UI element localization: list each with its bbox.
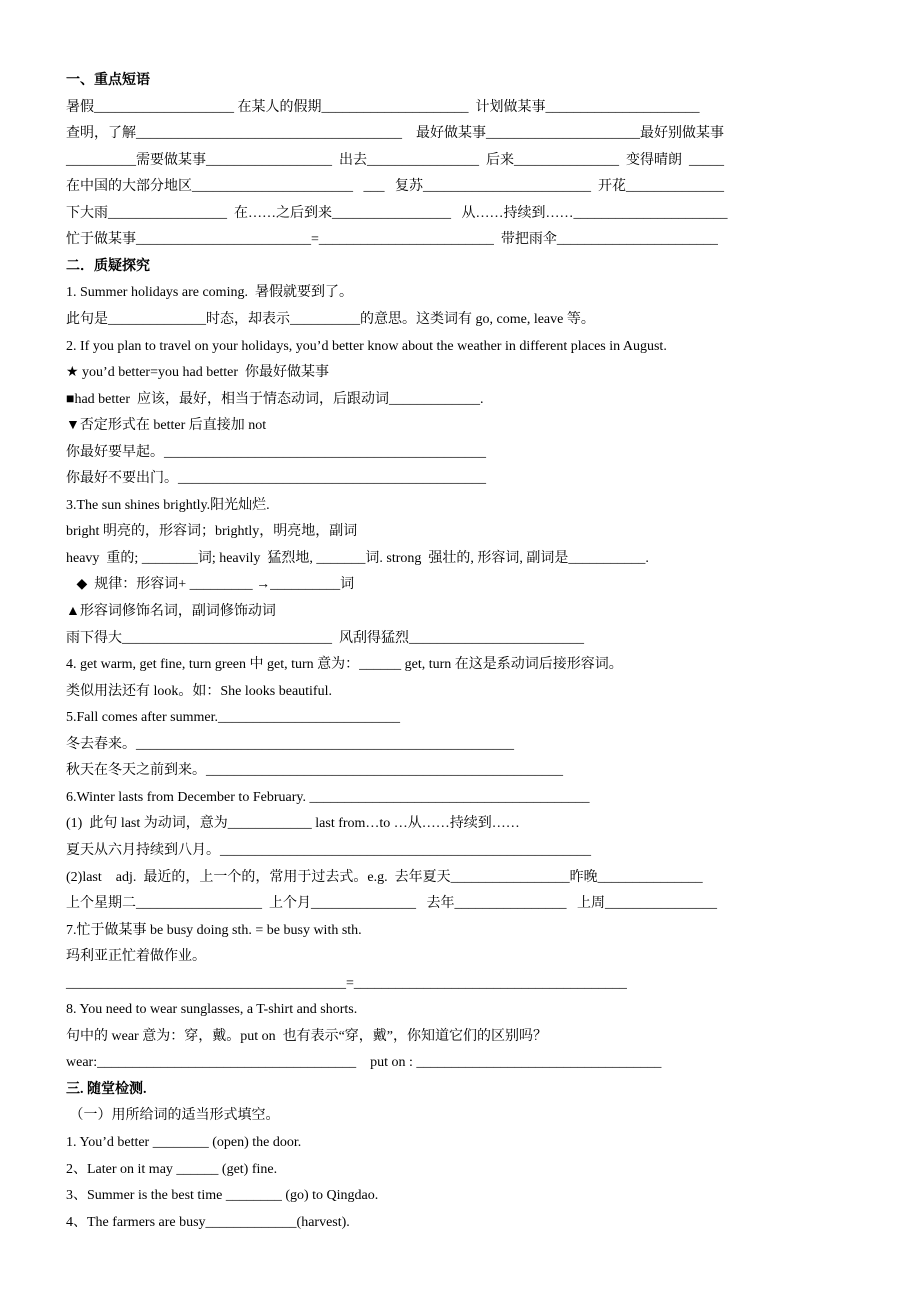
document-line: 1. Summer holidays are coming. 暑假就要到了。 (66, 285, 353, 300)
document-line: 你最好要早起。______________________________________________ (66, 445, 486, 460)
document-line: 5.Fall comes after summer.__________________________ (66, 710, 401, 725)
document-line: 此句是______________时态，却表示__________的意思。这类词有 go, come, leave 等。 (66, 312, 595, 327)
document-line: __________需要做某事__________________ 出去________________ 后来_______________ 变得晴朗 _____ (66, 153, 724, 168)
document-line: 6.Winter lasts from December to February. ________________________________________ (66, 790, 590, 805)
document-line: 7.忙于做某事 be busy doing sth. = be busy with sth. (66, 923, 362, 938)
document-line: 你最好不要出门。____________________________________________ (66, 471, 486, 486)
document-line: 8. You need to wear sunglasses, a T-shirt and shorts. (66, 1002, 358, 1017)
document-line: 查明，了解______________________________________ 最好做某事______________________最好别做某事 (66, 126, 724, 141)
document-line: (2)last adj. 最近的，上一个的，常用于过去式。e.g. 去年夏天_________________昨晚_______________ (66, 870, 703, 885)
document-line: ■had better 应该，最好，相当于情态动词，后跟动词_____________. (66, 392, 484, 407)
section-heading: 一、重点短语 (66, 73, 150, 88)
document-line: 雨下得大______________________________ 风刮得猛烈_________________________ (66, 631, 584, 646)
document-line: ▲形容词修饰名词，副词修饰动词 (66, 604, 276, 619)
document-line: bright 明亮的，形容词；brightly，明亮地，副词 (66, 524, 358, 539)
document-line: 2. If you plan to travel on your holidays, you’d better know about the weather in different places in August. (66, 339, 667, 354)
document-line: 玛利亚正忙着做作业。 (66, 949, 206, 964)
document-line: ________________________________________=_______________________________________ (66, 976, 627, 991)
document-line: 秋天在冬天之前到来。___________________________________________________ (66, 763, 563, 778)
document-line: 句中的 wear 意为：穿，戴。put on 也有表示“穿，戴”，你知道它们的区别吗？ (66, 1029, 548, 1044)
document-line: (1) 此句 last 为动词，意为____________ last from…to …从……持续到…… (66, 816, 520, 831)
document-line: ◆ 规律：形容词+ _________ →__________词 (66, 577, 355, 592)
document-line: ★ you’d better=you had better 你最好做某事 (66, 365, 330, 380)
document-line: 2、Later on it may ______ (get) fine. (66, 1162, 278, 1177)
document-line: 下大雨_________________ 在……之后到来_________________ 从……持续到……______________________ (66, 206, 728, 221)
document-line: 4. get warm, get fine, turn green 中 get, turn 意为：______ get, turn 在这是系动词后接形容词。 (66, 657, 623, 672)
document-line: 3.The sun shines brightly.阳光灿烂. (66, 498, 270, 513)
document-line: 4、The farmers are busy_____________(harvest). (66, 1215, 350, 1230)
document-line: 3、Summer is the best time ________ (go) to Qingdao. (66, 1188, 379, 1203)
document-line: 在中国的大部分地区_______________________ ___ 复苏________________________ 开花______________ (66, 179, 724, 194)
document-line: heavy 重的; ________词; heavily 猛烈地, _______词. strong 强壮的, 形容词, 副词是___________. (66, 551, 649, 566)
section-heading: 二．质疑探究 (66, 259, 150, 274)
document-line: 类似用法还有 look。如：She looks beautiful. (66, 684, 332, 699)
document-line: 忙于做某事_________________________=_________________________ 带把雨伞_______________________ (66, 232, 718, 247)
section-heading: 三. 随堂检测. (66, 1082, 147, 1097)
document-line: 冬去春来。______________________________________________________ (66, 737, 514, 752)
document-line: 暑假____________________ 在某人的假期_____________________ 计划做某事______________________ (66, 100, 700, 115)
document-line: （一）用所给词的适当形式填空。 (66, 1108, 280, 1123)
document-line: 夏天从六月持续到八月。_____________________________________________________ (66, 843, 591, 858)
document-line: wear:_____________________________________ put on : ___________________________________ (66, 1055, 662, 1070)
document-line: 1. You’d better ________ (open) the door. (66, 1135, 302, 1150)
document-line: ▼否定形式在 better 后直接加 not (66, 418, 267, 433)
document-line: 上个星期二__________________ 上个月_______________ 去年________________ 上周________________ (66, 896, 717, 911)
